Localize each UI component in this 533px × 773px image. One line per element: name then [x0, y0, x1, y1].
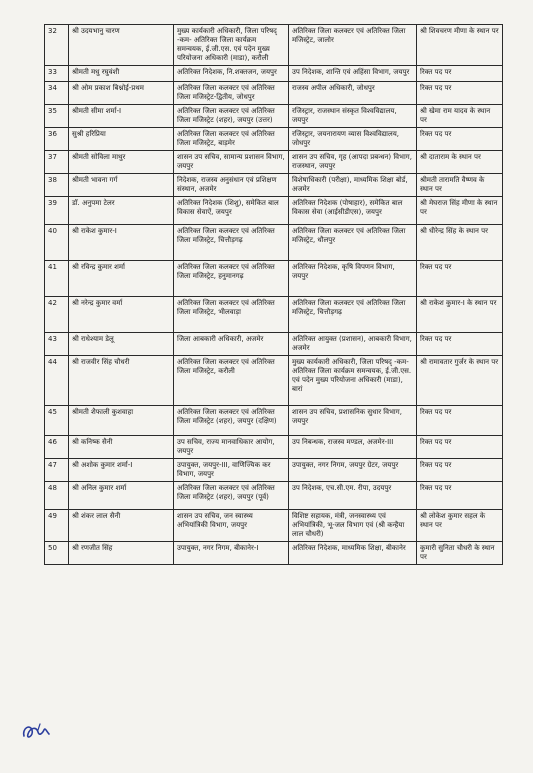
current-post-cell: मुख्य कार्यकारी अधिकारी, जिला परिषद् -कम- अतिरिक्त जिला कार्यक्रम समन्वयक, ई.जी.एस. एवं पदेन मुख्य परियोजना अधिकारी (माडा), करौली: [174, 25, 289, 66]
table-row: [45, 436, 503, 459]
table-row: [45, 261, 503, 297]
current-post-cell: अतिरिक्त जिला कलक्टर एवं अतिरिक्त जिला मजिस्ट्रेट (शहर), जयपुर (पूर्व): [174, 482, 289, 510]
serial-number-cell: 43: [45, 333, 69, 356]
new-post-cell: उपायुक्त, नगर निगम, जयपुर ग्रेटर, जयपुर: [289, 459, 417, 482]
new-post-cell: अतिरिक्त निदेशक (पोषाहार), समेकित बाल विकास सेवा (आईसीडीएस), जयपुर: [289, 197, 417, 225]
table-row: [45, 82, 503, 105]
table-row: [45, 333, 503, 356]
current-post-cell: अतिरिक्त जिला कलक्टर एवं अतिरिक्त जिला मजिस्ट्रेट, हनुमानगढ़: [174, 261, 289, 297]
current-post-cell: अतिरिक्त जिला कलक्टर एवं अतिरिक्त जिला मजिस्ट्रेट (शहर), जयपुर (उत्तर): [174, 105, 289, 128]
remark-cell: रिक्त पद पर: [417, 128, 503, 151]
officer-name-cell: श्री शंकर लाल सैनी: [69, 510, 174, 542]
officer-name-cell: श्री अनिल कुमार शर्मा: [69, 482, 174, 510]
table-row: [45, 66, 503, 82]
remark-cell: श्री मेघराज सिंह मीणा के स्थान पर: [417, 197, 503, 225]
officer-name-cell: श्री रणजीत सिंह: [69, 542, 174, 565]
new-post-cell: उप निदेशक, एच.सी.एम. रीपा, उदयपुर: [289, 482, 417, 510]
serial-number-cell: 37: [45, 151, 69, 174]
serial-number-cell: 38: [45, 174, 69, 197]
table-row: [45, 459, 503, 482]
serial-number-cell: 50: [45, 542, 69, 565]
new-post-cell: उप निबन्धक, राजस्व मण्डल, अजमेर-III: [289, 436, 417, 459]
serial-number-cell: 36: [45, 128, 69, 151]
current-post-cell: उपायुक्त, नगर निगम, बीकानेर-I: [174, 542, 289, 565]
current-post-cell: अतिरिक्त जिला कलक्टर एवं अतिरिक्त जिला मजिस्ट्रेट (शहर), जयपुर (दक्षिण): [174, 406, 289, 436]
table-row: [45, 197, 503, 225]
new-post-cell: विशेषाधिकारी (परीक्षा), माध्यमिक शिक्षा बोर्ड, अजमेर: [289, 174, 417, 197]
new-post-cell: अतिरिक्त जिला कलक्टर एवं अतिरिक्त जिला मजिस्ट्रेट, जालोर: [289, 25, 417, 66]
current-post-cell: जिला आबकारी अधिकारी, अजमेर: [174, 333, 289, 356]
new-post-cell: विशिष्ट सहायक, मंत्री, जनस्वास्थ्य एवं अभियांत्रिकी, भू-जल विभाग एवं (श्री कन्हैया लाल चौधरी): [289, 510, 417, 542]
serial-number-cell: 35: [45, 105, 69, 128]
officer-name-cell: श्री राधेश्याम डेलू: [69, 333, 174, 356]
officer-name-cell: श्री ओम प्रकाश बिश्नोई-प्रथम: [69, 82, 174, 105]
table-row: [45, 225, 503, 261]
remark-cell: रिक्त पद पर: [417, 261, 503, 297]
remark-cell: श्री लोकेश कुमार सहल के स्थान पर: [417, 510, 503, 542]
officer-name-cell: श्री राजवीर सिंह चौधरी: [69, 356, 174, 406]
remark-cell: कुमारी सुनिता चौधरी के स्थान पर: [417, 542, 503, 565]
table-row: [45, 25, 503, 66]
current-post-cell: अतिरिक्त जिला कलक्टर एवं अतिरिक्त जिला मजिस्ट्रेट-द्वितीय, जोधपुर: [174, 82, 289, 105]
signature-mark: [18, 718, 54, 746]
serial-number-cell: 47: [45, 459, 69, 482]
table-row: [45, 128, 503, 151]
remark-cell: रिक्त पद पर: [417, 436, 503, 459]
remark-cell: रिक्त पद पर: [417, 333, 503, 356]
current-post-cell: शासन उप सचिव, जन स्वास्थ्य अभियांत्रिकी विभाग, जयपुर: [174, 510, 289, 542]
remark-cell: श्री खेमा राम यादव के स्थान पर: [417, 105, 503, 128]
officer-name-cell: श्रीमती सीमा शर्मा-I: [69, 105, 174, 128]
remark-cell: श्रीमती तारामति वैष्णव के स्थान पर: [417, 174, 503, 197]
current-post-cell: शासन उप सचिव, सामान्य प्रशासन विभाग, जयपुर: [174, 151, 289, 174]
new-post-cell: रजिस्ट्रार, जयनारायण व्यास विश्वविद्यालय, जोधपुर: [289, 128, 417, 151]
current-post-cell: अतिरिक्त जिला कलक्टर एवं अतिरिक्त जिला मजिस्ट्रेट, भीलवाड़ा: [174, 297, 289, 333]
remark-cell: रिक्त पद पर: [417, 482, 503, 510]
remark-cell: श्री धीरेन्द्र सिंह के स्थान पर: [417, 225, 503, 261]
current-post-cell: अतिरिक्त जिला कलक्टर एवं अतिरिक्त जिला मजिस्ट्रेट, बाड़मेर: [174, 128, 289, 151]
officer-name-cell: श्री राकेश कुमार-I: [69, 225, 174, 261]
remark-cell: रिक्त पद पर: [417, 406, 503, 436]
new-post-cell: शासन उप सचिव, गृह (आपदा प्रबन्धन) विभाग, राजस्थान, जयपुर: [289, 151, 417, 174]
officer-name-cell: श्रीमती शैफाली कुशवाहा: [69, 406, 174, 436]
current-post-cell: उपायुक्त, जयपुर-III, वाणिज्यिक कर विभाग, जयपुर: [174, 459, 289, 482]
new-post-cell: अतिरिक्त निदेशक, कृषि विपणन विभाग, जयपुर: [289, 261, 417, 297]
table-row: [45, 406, 503, 436]
new-post-cell: रजिस्ट्रार, राजस्थान संस्कृत विश्वविद्यालय, जयपुर: [289, 105, 417, 128]
new-post-cell: शासन उप सचिव, प्रशासनिक सुधार विभाग, जयपुर: [289, 406, 417, 436]
current-post-cell: उप सचिव, राज्य मानवाधिकार आयोग, जयपुर: [174, 436, 289, 459]
officer-name-cell: श्रीमती भावना गर्ग: [69, 174, 174, 197]
table-row: [45, 174, 503, 197]
table-row: [45, 297, 503, 333]
new-post-cell: अतिरिक्त निदेशक, माध्यमिक शिक्षा, बीकानेर: [289, 542, 417, 565]
officer-name-cell: श्री रविन्द्र कुमार शर्मा: [69, 261, 174, 297]
current-post-cell: अतिरिक्त निदेशक, नि.शक्तजन, जयपुर: [174, 66, 289, 82]
remark-cell: रिक्त पद पर: [417, 82, 503, 105]
table-row: [45, 356, 503, 406]
current-post-cell: निदेशक, राजस्व अनुसंधान एवं प्रशिक्षण संस्थान, अजमेर: [174, 174, 289, 197]
current-post-cell: अतिरिक्त जिला कलक्टर एवं अतिरिक्त जिला मजिस्ट्रेट, करौली: [174, 356, 289, 406]
remark-cell: रिक्त पद पर: [417, 66, 503, 82]
officer-name-cell: श्रीमती सोविला माथुर: [69, 151, 174, 174]
officer-name-cell: श्री अशोक कुमार शर्मा-I: [69, 459, 174, 482]
remark-cell: श्री दाताराम के स्थान पर: [417, 151, 503, 174]
serial-number-cell: 40: [45, 225, 69, 261]
new-post-cell: मुख्य कार्यकारी अधिकारी, जिला परिषद् -कम- अतिरिक्त जिला कार्यक्रम समन्वयक, ई.जी.एस. एवं पदेन मुख्य परियोजना अधिकारी (माडा), बारां: [289, 356, 417, 406]
new-post-cell: अतिरिक्त जिला कलक्टर एवं अतिरिक्त जिला मजिस्ट्रेट, चित्तौड़गढ़: [289, 297, 417, 333]
remark-cell: रिक्त पद पर: [417, 459, 503, 482]
serial-number-cell: 48: [45, 482, 69, 510]
remark-cell: श्री राकेश कुमार-I के स्थान पर: [417, 297, 503, 333]
officer-name-cell: श्रीमती मधु रघुवंशी: [69, 66, 174, 82]
transfer-table-body: [45, 25, 503, 565]
officer-name-cell: श्री नरेन्द्र कुमार वर्मा: [69, 297, 174, 333]
transfer-table: [44, 24, 503, 565]
new-post-cell: अतिरिक्त आयुक्त (प्रशासन), आबकारी विभाग, अजमेर: [289, 333, 417, 356]
table-row: [45, 542, 503, 565]
officer-name-cell: डॉ. अनुपमा टेलर: [69, 197, 174, 225]
table-row: [45, 105, 503, 128]
table-row: [45, 482, 503, 510]
officer-name-cell: सुश्री हरिप्रिया: [69, 128, 174, 151]
serial-number-cell: 42: [45, 297, 69, 333]
officer-name-cell: श्री उदयभानु चारण: [69, 25, 174, 66]
serial-number-cell: 34: [45, 82, 69, 105]
new-post-cell: उप निदेशक, शान्ति एवं अहिंसा विभाग, जयपुर: [289, 66, 417, 82]
current-post-cell: अतिरिक्त निदेशक (शिशु), समेकित बाल विकास सेवाऐं, जयपुर: [174, 197, 289, 225]
table-row: [45, 151, 503, 174]
new-post-cell: अतिरिक्त जिला कलक्टर एवं अतिरिक्त जिला मजिस्ट्रेट, धौलपुर: [289, 225, 417, 261]
serial-number-cell: 39: [45, 197, 69, 225]
serial-number-cell: 41: [45, 261, 69, 297]
officer-name-cell: श्री कनिष्क सैनी: [69, 436, 174, 459]
serial-number-cell: 32: [45, 25, 69, 66]
serial-number-cell: 45: [45, 406, 69, 436]
current-post-cell: अतिरिक्त जिला कलक्टर एवं अतिरिक्त जिला मजिस्ट्रेट, चित्तौड़गढ़: [174, 225, 289, 261]
serial-number-cell: 44: [45, 356, 69, 406]
new-post-cell: राजस्व अपील अधिकारी, जोधपुर: [289, 82, 417, 105]
serial-number-cell: 33: [45, 66, 69, 82]
remark-cell: श्री रामावतार गुर्जर के स्थान पर: [417, 356, 503, 406]
serial-number-cell: 49: [45, 510, 69, 542]
remark-cell: श्री शिवचरण मीणा के स्थान पर: [417, 25, 503, 66]
table-row: [45, 510, 503, 542]
serial-number-cell: 46: [45, 436, 69, 459]
